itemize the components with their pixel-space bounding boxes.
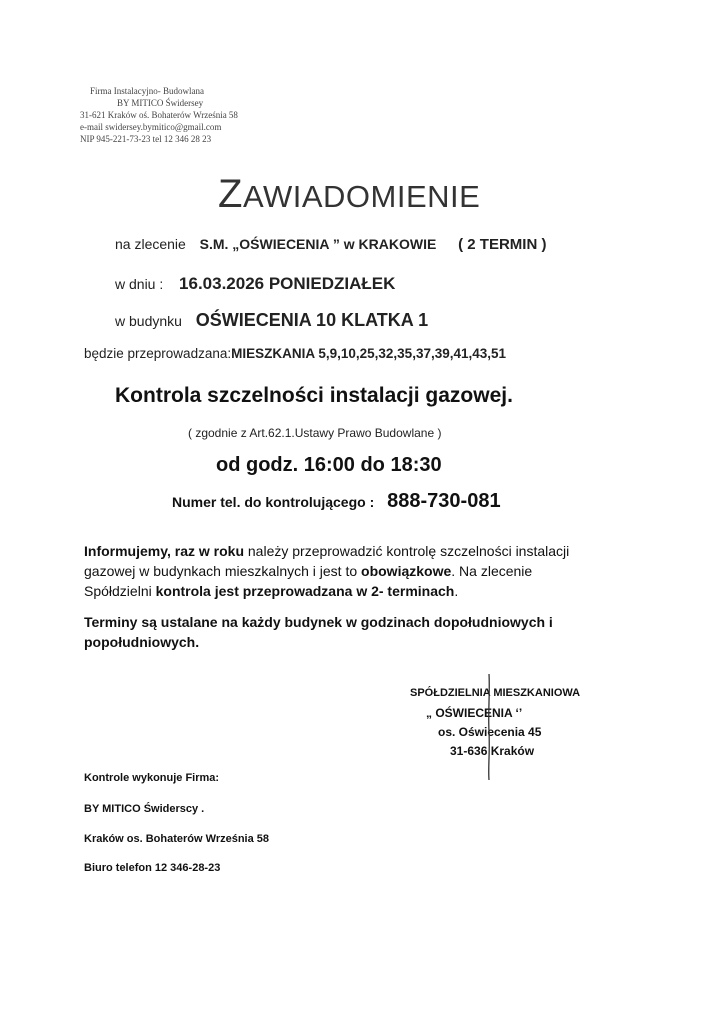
firm-line-4: Biuro telefon 12 346-28-23 [84, 862, 221, 874]
date-line [115, 274, 395, 294]
date-label: w dniu : [115, 276, 164, 292]
info-text-2: gazowej w budynkach mieszkalnych i jest to [84, 563, 362, 579]
terms-paragraph-line-2: popołudniowych. [84, 634, 200, 650]
page-title [218, 172, 480, 217]
info-bold-two-terms: kontrola jest przeprowadzana w 2- terminach [155, 583, 455, 599]
firm-line-3: Kraków os. Bohaterów Września 58 [84, 833, 270, 845]
info-text-3: . Na zlecenie [451, 563, 533, 579]
cooperative-line-2: „ OŚWIECENIA ‘’ [426, 706, 523, 720]
info-paragraph-line-3 [84, 581, 458, 601]
letterhead-line-2: BY MITICO Świdersey [117, 98, 204, 108]
letterhead-line-5: NIP 945-221-73-23 tel 12 346 28 23 [80, 134, 212, 144]
firm-line-1: Kontrole wykonuje Firma: [84, 772, 220, 784]
building-label: w budynku [115, 313, 182, 329]
building-value: OŚWIECENIA 10 KLATKA 1 [195, 310, 429, 330]
title-first-letter: Z [218, 172, 243, 216]
phone-line [172, 490, 501, 513]
signature-stroke [486, 672, 492, 782]
hours-line: od godz. 16:00 do 18:30 [216, 454, 442, 476]
order-value: S.M. „OŚWIECENIA ” w KRAKOWIE [199, 236, 437, 252]
phone-number: 888-730-081 [387, 490, 501, 512]
apartments-line [84, 346, 506, 361]
building-line [115, 310, 428, 331]
letterhead-line-4: e-mail swidersey.bymitico@gmail.com [80, 122, 222, 132]
phone-label: Numer tel. do kontrolującego : [172, 494, 375, 510]
info-paragraph-line-2 [84, 561, 532, 581]
apartments-label: będzie przeprowadzana: [84, 346, 232, 361]
info-paragraph-line-1 [84, 541, 569, 561]
inspection-heading: Kontrola szczelności instalacji gazowej. [115, 384, 513, 407]
title-rest: AWIADOMIENIE [242, 179, 481, 214]
cooperative-line-3: os. Oświecenia 45 [438, 725, 542, 739]
order-term: ( 2 TERMIN ) [458, 236, 547, 253]
info-text-4: Spółdzielni [84, 583, 156, 599]
date-value: 16.03.2026 PONIEDZIAŁEK [179, 274, 396, 293]
info-bold-mandatory: obowiązkowe [361, 563, 452, 579]
firm-line-2: BY MITICO Świderscy . [84, 803, 205, 815]
info-text-5: . [454, 583, 459, 599]
apartments-value: MIESZKANIA 5,9,10,25,32,35,37,39,41,43,51 [231, 346, 507, 361]
order-line [115, 236, 546, 253]
letterhead-line-3: 31-621 Kraków oś. Bohaterów Września 58 [80, 110, 238, 120]
cooperative-line-1: SPÓŁDZIELNIA MIESZKANIOWA [410, 687, 581, 699]
legal-note: ( zgodnie z Art.62.1.Ustawy Prawo Budowlane ) [188, 426, 442, 440]
cooperative-line-4: 31-636 Kraków [450, 744, 535, 758]
letterhead-line-1: Firma Instalacyjno- Budowlana [90, 86, 204, 96]
terms-paragraph-line-1: Terminy są ustalane na każdy budynek w godzinach dopołudniowych i [84, 614, 553, 630]
info-text-1: należy przeprowadzić kontrolę szczelności instalacji [244, 543, 570, 559]
order-label: na zlecenie [115, 236, 186, 252]
info-bold-once-a-year: Informujemy, raz w roku [84, 543, 244, 559]
